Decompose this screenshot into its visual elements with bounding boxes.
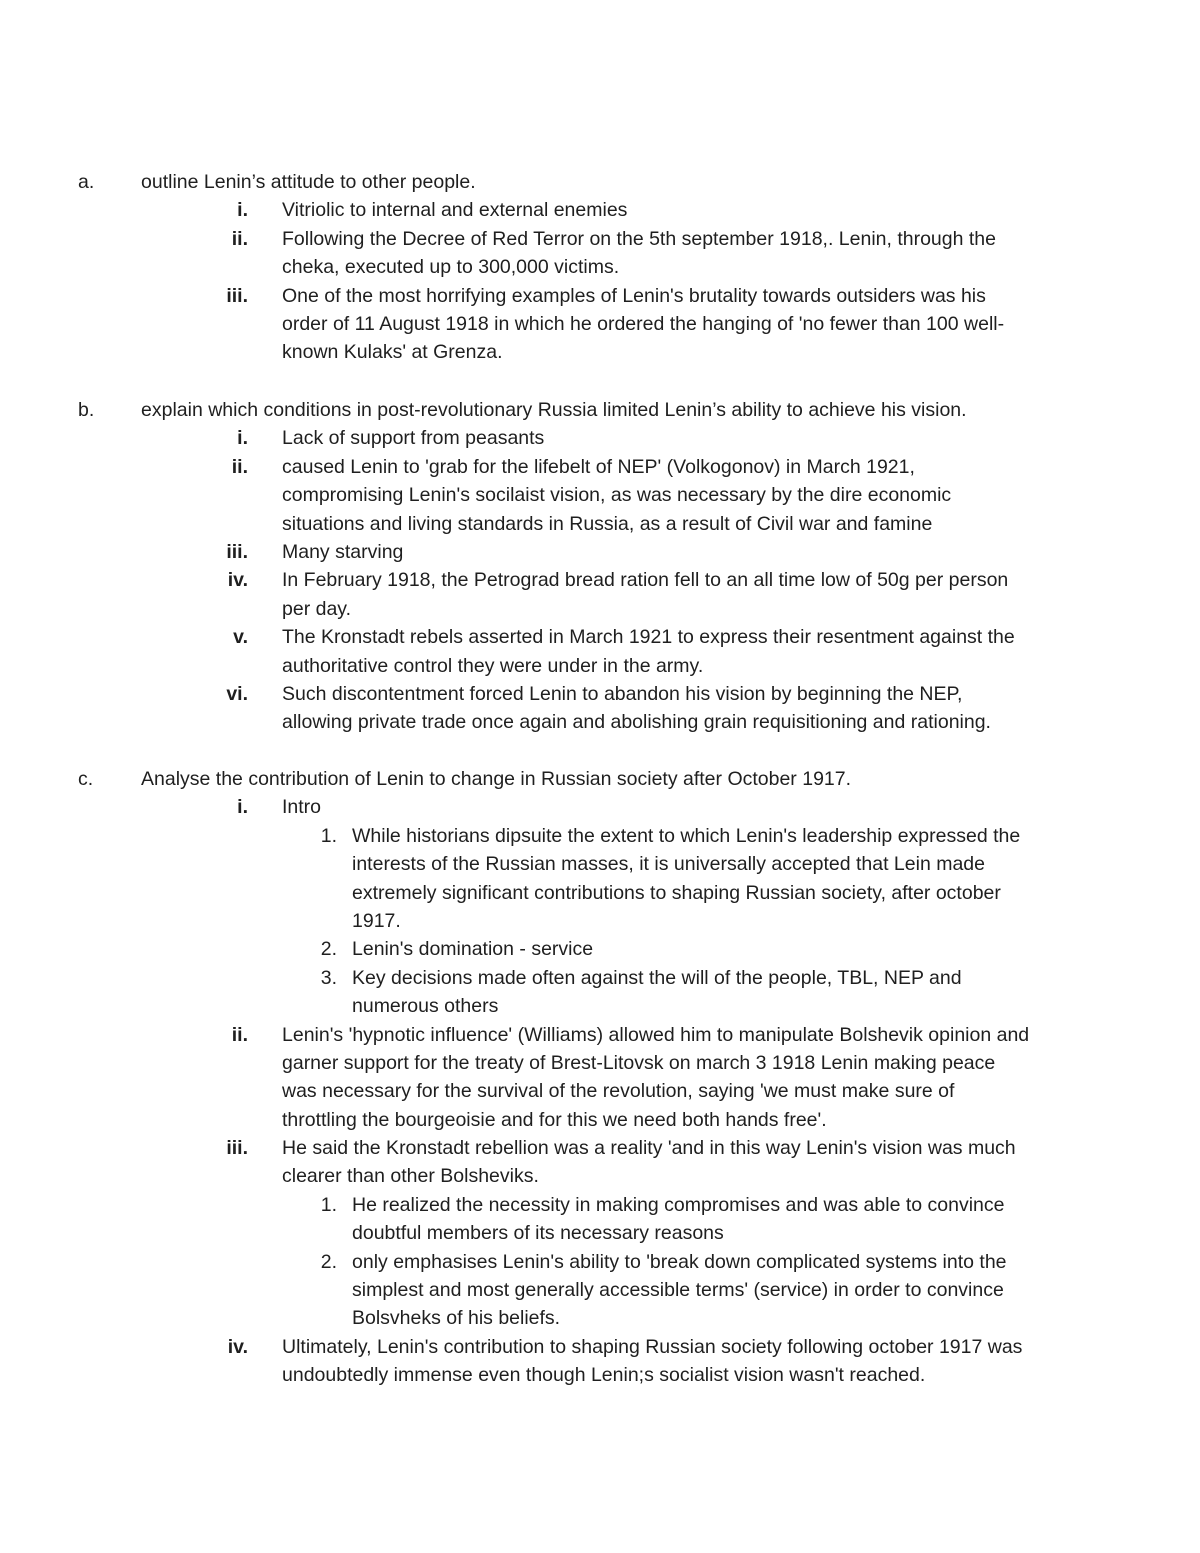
sub-item-text: He realized the necessity in making compromises and was able to convince	[352, 1193, 1005, 1216]
list-item	[0, 1134, 1200, 1333]
item-text: Lenin's 'hypnotic influence' (Williams) allowed him to manipulate Bolshevik opinion and	[282, 1023, 1030, 1046]
sub-item-text: interests of the Russian masses, it is universally accepted that Lein made	[352, 853, 985, 876]
section-marker: a.	[78, 171, 95, 193]
list-item	[0, 1021, 1200, 1135]
item-text: Such discontentment forced Lenin to abandon his vision by beginning the NEP,	[282, 682, 963, 705]
item-text: cheka, executed up to 300,000 victims.	[282, 256, 620, 279]
section-marker: b.	[78, 399, 95, 421]
sub-item-marker: 1.	[320, 824, 337, 847]
item-marker: iii.	[226, 284, 248, 307]
item-marker: iv.	[227, 1335, 248, 1358]
item-text: situations and living standards in Russia, as a result of Civil war and famine	[282, 512, 933, 535]
list-item	[0, 453, 1200, 538]
list-item	[0, 196, 1200, 224]
sub-item-text: numerous others	[352, 995, 499, 1018]
item-marker: ii.	[231, 227, 248, 250]
sub-list-item	[0, 1248, 1200, 1333]
sub-item-marker: 1.	[320, 1193, 337, 1216]
item-text: In February 1918, the Petrograd bread ration fell to an all time low of 50g per person	[282, 569, 1009, 592]
section-heading: Analyse the contribution of Lenin to change in Russian society after October 1917.	[141, 768, 852, 790]
item-marker: i.	[237, 427, 248, 450]
sub-item-text: Key decisions made often against the will of the people, TBL, NEP and	[352, 966, 962, 989]
item-text: Following the Decree of Red Terror on the 5th september 1918,. Lenin, through the	[282, 227, 996, 250]
section-a	[0, 168, 1200, 367]
section-marker: c.	[78, 768, 94, 790]
item-marker: ii.	[231, 1023, 248, 1046]
list-item	[0, 424, 1200, 452]
list-item	[0, 282, 1200, 367]
list-item	[0, 793, 1200, 1020]
item-text: clearer than other Bolsheviks.	[282, 1165, 539, 1188]
item-marker: iii.	[226, 1137, 248, 1160]
sub-item-text: Lenin's domination - service	[352, 938, 594, 961]
sub-item-text: only emphasises Lenin's ability to 'break down complicated systems into the	[352, 1250, 1007, 1273]
item-marker: ii.	[231, 455, 248, 478]
section-c	[0, 765, 1200, 1390]
list-item	[0, 538, 1200, 566]
item-text: The Kronstadt rebels asserted in March 1921 to express their resentment against the	[282, 626, 1015, 649]
item-text: Intro	[282, 796, 322, 819]
item-marker: iv.	[227, 569, 248, 592]
item-text: caused Lenin to 'grab for the lifebelt of NEP' (Volkogonov) in March 1921,	[282, 455, 915, 478]
item-text: known Kulaks' at Grenza.	[282, 341, 503, 364]
sub-list-item	[0, 1191, 1200, 1248]
item-text: Vitriolic to internal and external enemies	[282, 199, 628, 222]
section-heading: outline Lenin’s attitude to other people.	[141, 171, 476, 193]
list-item	[0, 225, 1200, 282]
item-text: He said the Kronstadt rebellion was a reality 'and in this way Lenin's vision was much	[282, 1137, 1016, 1160]
item-marker: i.	[237, 199, 248, 222]
item-text: Many starving	[282, 540, 404, 563]
sub-list-item	[0, 822, 1200, 936]
sub-item-text: 1917.	[352, 909, 401, 932]
sub-list-item	[0, 964, 1200, 1021]
item-text: One of the most horrifying examples of Lenin's brutality towards outsiders was his	[282, 284, 986, 307]
item-marker: v.	[233, 626, 248, 649]
item-text: garner support for the treaty of Brest-Litovsk on march 3 1918 Lenin making peace	[282, 1051, 996, 1074]
section-heading: explain which conditions in post-revolutionary Russia limited Lenin’s ability to achieve his vision.	[141, 399, 967, 421]
list-item	[0, 680, 1200, 737]
sub-item-text: Bolsvheks of his beliefs.	[352, 1307, 561, 1330]
item-text: was necessary for the survival of the revolution, saying 'we must make sure of	[282, 1080, 955, 1103]
item-text: per day.	[282, 597, 352, 620]
item-text: throttling the bourgeoisie and for this we need both hands free'.	[282, 1108, 827, 1131]
item-text: Ultimately, Lenin's contribution to shaping Russian society following october 1917 was	[282, 1335, 1023, 1358]
item-marker: vi.	[226, 682, 248, 705]
list-item	[0, 1333, 1200, 1390]
item-text: compromising Lenin's socilaist vision, as was necessary by the dire economic	[282, 484, 952, 507]
sub-list-item	[0, 935, 1200, 963]
sub-item-text: doubtful members of its necessary reasons	[352, 1222, 724, 1245]
item-text: undoubtedly immense even though Lenin;s socialist vision wasn't reached.	[282, 1364, 926, 1387]
sub-item-text: While historians dipsuite the extent to which Lenin's leadership expressed the	[352, 824, 1021, 847]
list-item	[0, 623, 1200, 680]
section-b	[0, 396, 1200, 737]
item-text: authoritative control they were under in the army.	[282, 654, 704, 677]
sub-item-marker: 2.	[320, 1250, 337, 1273]
sub-item-marker: 3.	[320, 966, 337, 989]
item-text: Lack of support from peasants	[282, 427, 545, 450]
item-marker: i.	[237, 796, 248, 819]
item-marker: iii.	[226, 540, 248, 563]
item-text: order of 11 August 1918 in which he ordered the hanging of 'no fewer than 100 well-	[282, 312, 1005, 335]
sub-item-text: simplest and most generally accessible terms' (service) in order to convince	[352, 1279, 1004, 1302]
sub-item-marker: 2.	[320, 938, 337, 961]
item-text: allowing private trade once again and abolishing grain requisitioning and rationing.	[282, 711, 991, 734]
list-item	[0, 566, 1200, 623]
sub-item-text: extremely significant contributions to shaping Russian society, after october	[352, 881, 1001, 904]
